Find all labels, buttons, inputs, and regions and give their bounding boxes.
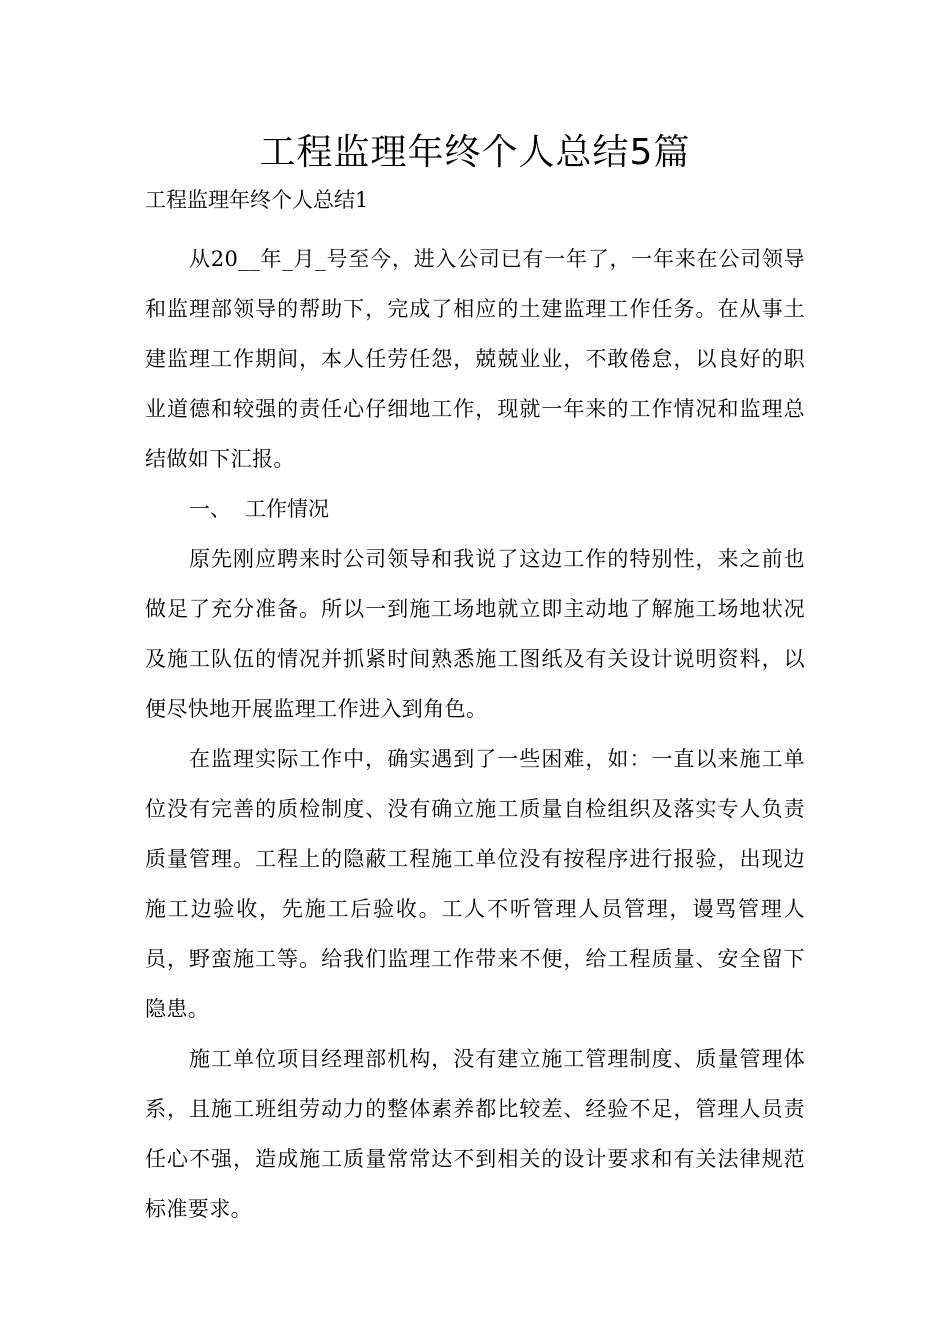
- intro-paragraph: 从20__年_月_号至今，进入公司已有一年了，一年来在公司领导和监理部领导的帮助下，完成了相应的土建监理工作任务。在从事土建监理工作期间，本人任劳任怨，兢兢业业，不敢倦怠，以良好的职业道德和较强的责任心仔细地工作，现就一年来的工作情况和监理总结做如下汇报。: [145, 247, 805, 471]
- section-heading: [145, 484, 805, 534]
- document-subtitle: 工程监理年终个人总结1: [145, 188, 369, 212]
- section-paragraph: 施工单位项目经理部机构，没有建立施工管理制度、质量管理体系，且施工班组劳动力的整体素养都比较差、经验不足，管理人员责任心不强，造成施工质量常常达不到相关的设计要求和有关法律规范标准要求。: [145, 1047, 805, 1221]
- document-title: 工程监理年终个人总结5篇: [259, 132, 691, 173]
- document-body: [145, 234, 805, 1234]
- section-paragraph: 原先刚应聘来时公司领导和我说了这边工作的特别性，来之前也做足了充分准备。所以一到施工场地就立即主动地了解施工场地状况及施工队伍的情况并抓紧时间熟悉施工图纸及有关设计说明资料，以便尽快地开展监理工作进入到角色。: [145, 547, 805, 721]
- section-title: 工作情况: [245, 497, 329, 521]
- section-paragraph: 在监理实际工作中，确实遇到了一些困难，如：一直以来施工单位没有完善的质检制度、没有确立施工质量自检组织及落实专人负责质量管理。工程上的隐蔽工程施工单位没有按程序进行报验，出现边施工边验收，先施工后验收。工人不听管理人员管理，谩骂管理人员，野蛮施工等。给我们监理工作带来不便，给工程质量、安全留下隐患。: [145, 747, 805, 1021]
- section-number: 一、: [189, 497, 231, 521]
